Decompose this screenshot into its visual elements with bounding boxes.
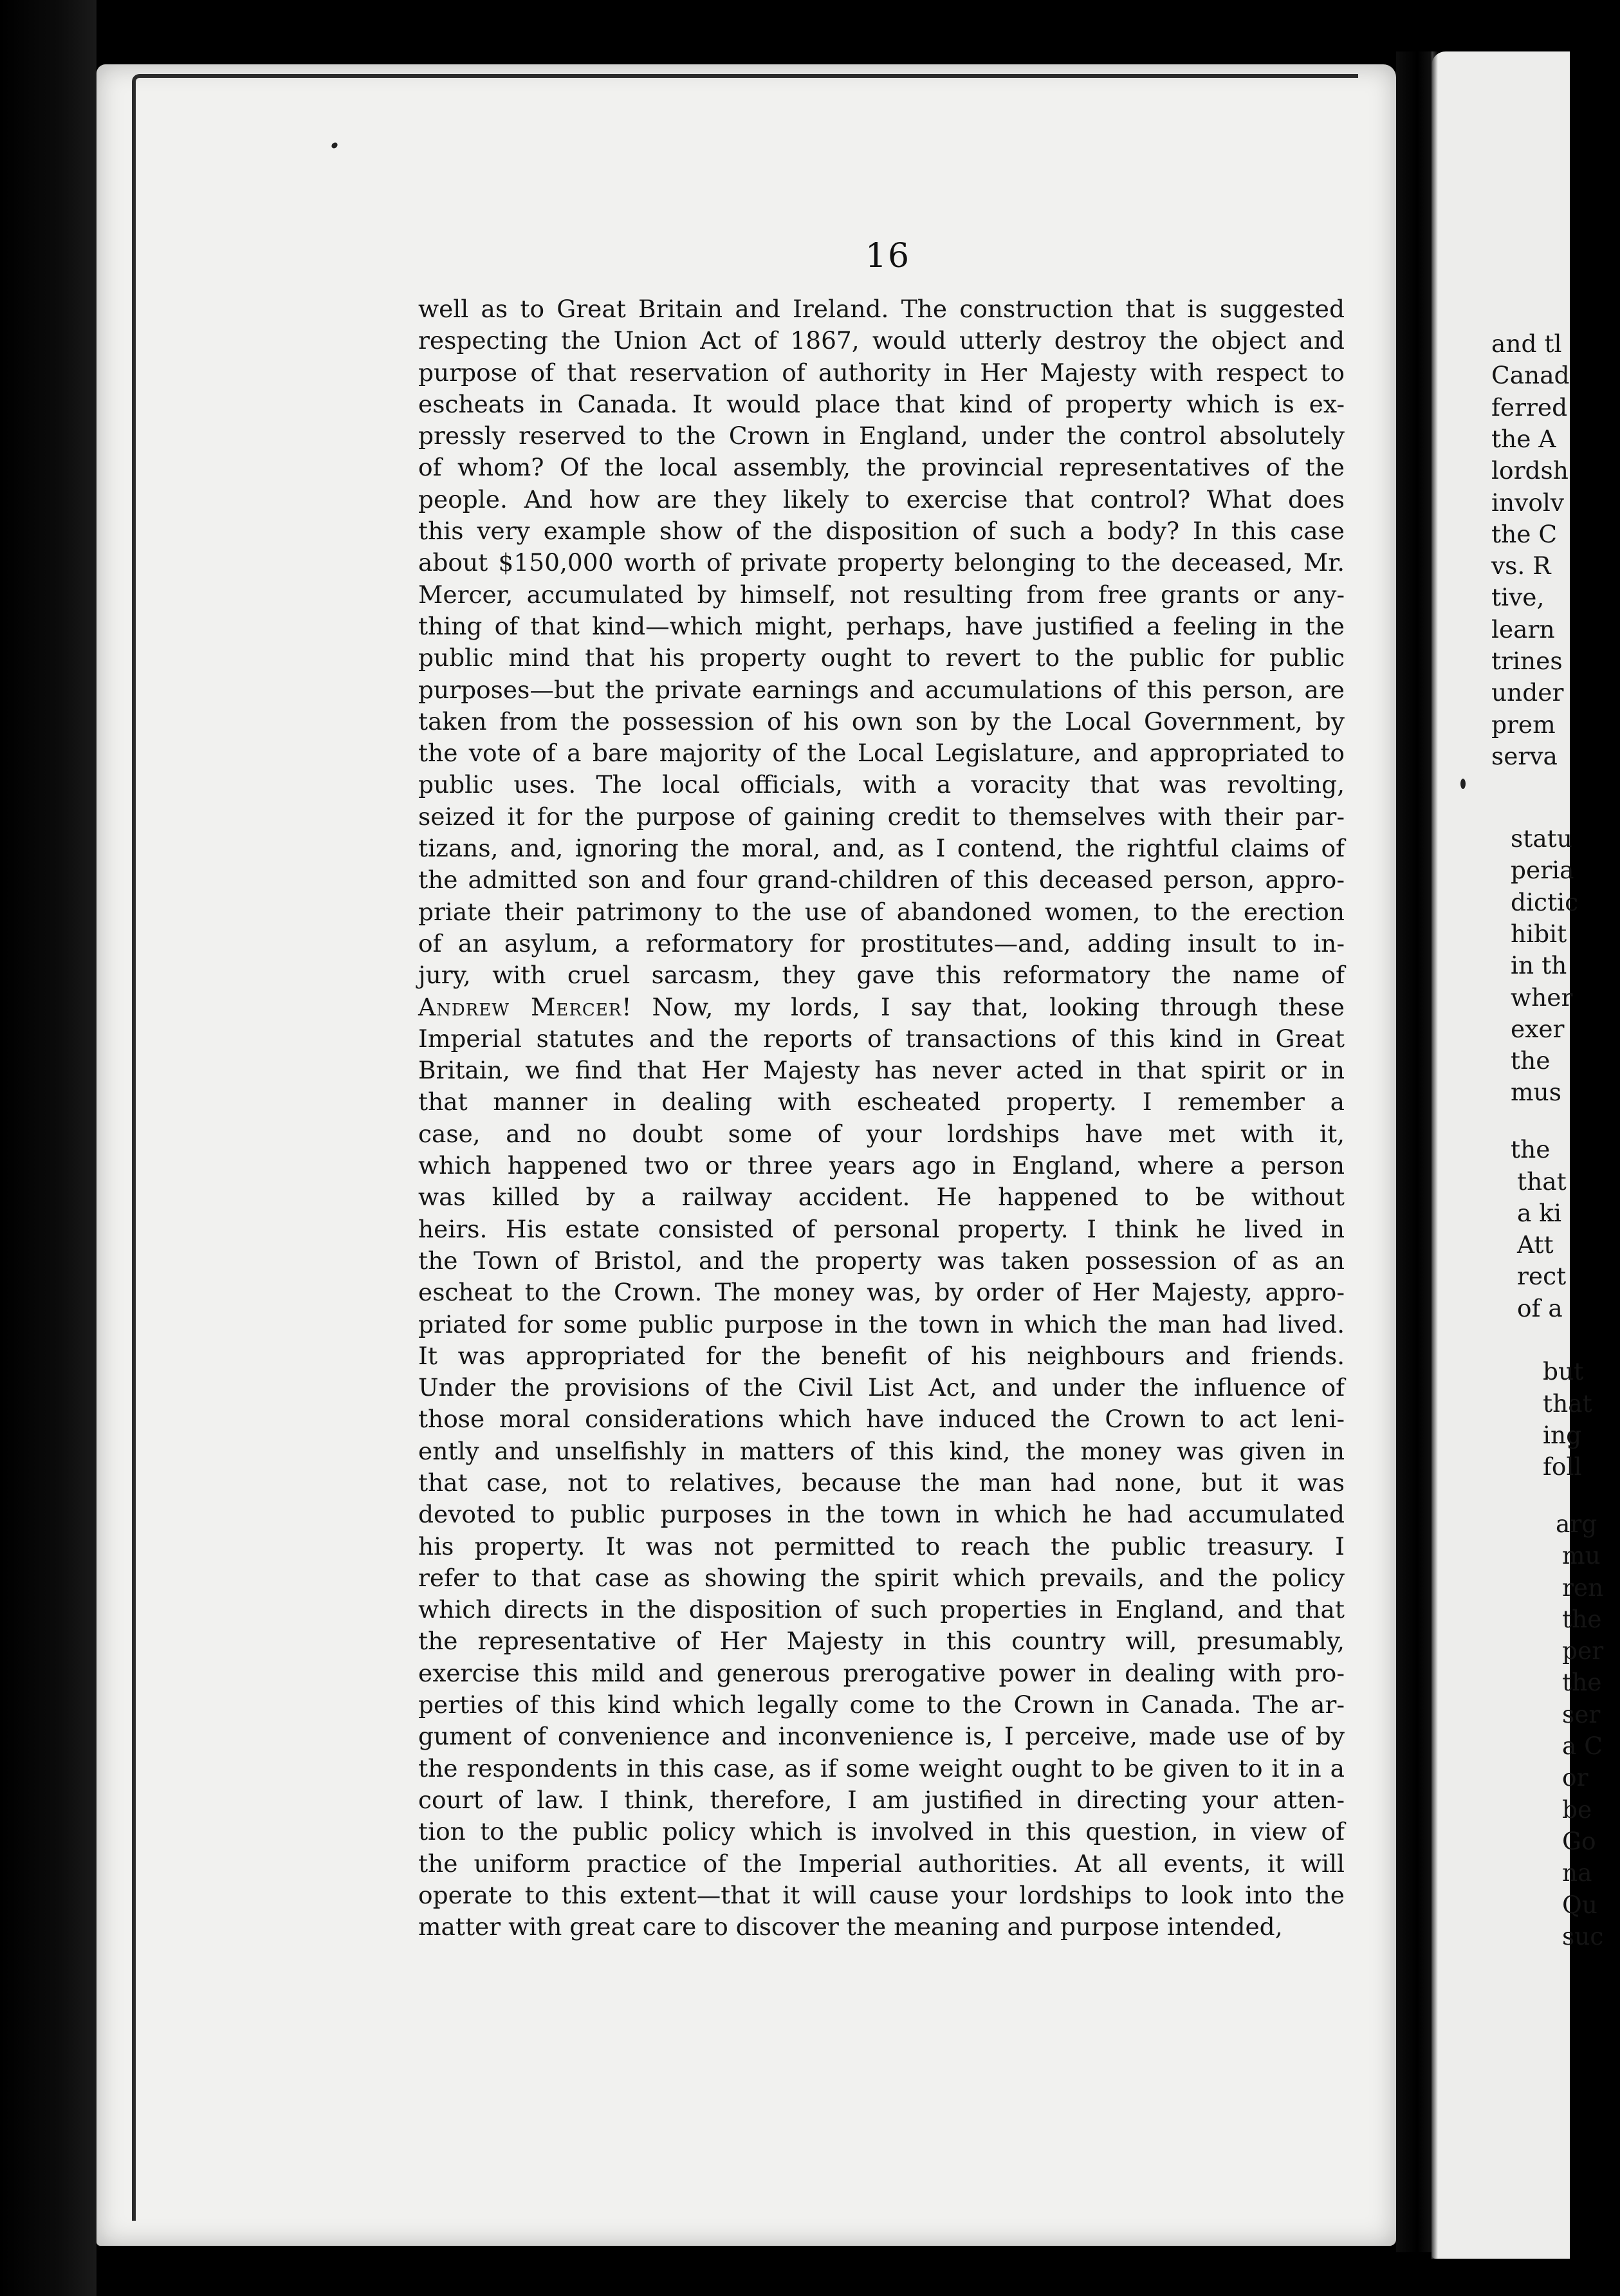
text-line: the uniform practice of the Imperial authorities. At all events, it will	[418, 1849, 1345, 1878]
text-line: court of law. I think, therefore, I am justified in directing your atten-	[418, 1785, 1345, 1814]
text-line: which happened two or three years ago in England, where a person	[418, 1151, 1345, 1180]
adjacent-text-fragment: wher	[1511, 983, 1573, 1012]
adjacent-text-fragment: or	[1562, 1763, 1588, 1792]
text-line: Britain, we find that Her Majesty has never acted in that spirit or in	[418, 1056, 1345, 1085]
text-line: this very example show of the disposition of such a body? In this case	[418, 517, 1345, 546]
text-line: pressly reserved to the Crown in England, under the control absolutely	[418, 421, 1345, 450]
text-line: respecting the Union Act of 1867, would utterly destroy the object and	[418, 326, 1345, 355]
adjacent-text-fragment: and tl	[1491, 329, 1562, 358]
text-line: was killed by a railway accident. He happened to be without	[418, 1183, 1345, 1212]
adjacent-text-fragment: a ki	[1517, 1198, 1561, 1227]
text-line: the Town of Bristol, and the property was taken possession of as an	[418, 1246, 1345, 1275]
text-line: perties of this kind which legally come to the Crown in Canada. The ar-	[418, 1690, 1345, 1719]
text-line: taken from the possession of his own son by the Local Government, by	[418, 707, 1345, 736]
text-line: escheats in Canada. It would place that kind of property which is ex-	[418, 389, 1345, 418]
text-line: those moral considerations which have induced the Crown to act leni-	[418, 1405, 1345, 1434]
text-line: Imperial statutes and the reports of transactions of this kind in Great	[418, 1024, 1345, 1053]
adjacent-text-fragment: mu	[1562, 1541, 1601, 1570]
adjacent-text-fragment: that	[1543, 1389, 1592, 1418]
text-line: well as to Great Britain and Ireland. The construction that is suggested	[418, 295, 1345, 323]
text-line: people. And how are they likely to exercise that control? What does	[418, 485, 1345, 514]
adjacent-text-fragment: arg	[1556, 1509, 1597, 1538]
text-line: It was appropriated for the benefit of his neighbours and friends.	[418, 1341, 1345, 1370]
text-line: public mind that his property ought to revert to the public for public	[418, 643, 1345, 672]
adjacent-text-fragment: per	[1562, 1636, 1604, 1665]
text-line: escheat to the Crown. The money was, by order of Her Majesty, appro-	[418, 1278, 1345, 1307]
text-line: which directs in the disposition of such properties in England, and that	[418, 1595, 1345, 1624]
text-line: his property. It was not permitted to reach the public treasury. I	[418, 1532, 1345, 1560]
adjacent-text-fragment: the	[1511, 1135, 1551, 1164]
page-number: 16	[865, 237, 911, 275]
adjacent-text-fragment: vs. R	[1491, 551, 1551, 580]
text-line: that manner in dealing with escheated property. I remember a	[418, 1088, 1345, 1116]
adjacent-text-fragment: ren	[1562, 1573, 1604, 1602]
adjacent-text-fragment: the C	[1491, 519, 1558, 548]
adjacent-text-fragment: na	[1562, 1858, 1592, 1887]
adjacent-text-fragment: Go	[1562, 1826, 1596, 1855]
small-caps-name: Andrew Mercer	[418, 992, 622, 1021]
text-line: Mercer, accumulated by himself, not resulting from free grants or any-	[418, 580, 1345, 609]
adjacent-text-fragment: under	[1491, 678, 1564, 707]
text-line: priated for some public purpose in the town in which the man had lived.	[418, 1310, 1345, 1338]
text-line: heirs. His estate consisted of personal property. I think he lived in	[418, 1214, 1345, 1243]
text-line: the admitted son and four grand-children of this deceased person, appro-	[418, 866, 1345, 894]
text-line: the vote of a bare majority of the Local Legislature, and appropriated to	[418, 739, 1345, 768]
adjacent-text-fragment: learn	[1491, 615, 1555, 643]
text-line: that case, not to relatives, because the man had none, but it was	[418, 1468, 1345, 1497]
adjacent-text-fragment: exer	[1511, 1014, 1565, 1043]
adjacent-text-fragment: suc	[1562, 1921, 1604, 1950]
adjacent-text-fragment: the	[1511, 1046, 1551, 1075]
text-line: Andrew Mercer! Now, my lords, I say that, looking through these	[418, 992, 1345, 1021]
text-line: priate their patrimony to the use of abandoned women, to the erection	[418, 897, 1345, 926]
adjacent-text-fragment: the	[1562, 1668, 1602, 1697]
adjacent-text-fragment: of a	[1517, 1293, 1563, 1322]
adjacent-text-fragment: peria	[1511, 856, 1574, 885]
text-line: gument of convenience and inconvenience is, I perceive, made use of by	[418, 1722, 1345, 1751]
adjacent-text-fragment: that	[1517, 1167, 1567, 1196]
text-line: operate to this extent—that it will cause your lordships to look into the	[418, 1880, 1345, 1909]
adjacent-text-fragment: in th	[1511, 951, 1567, 980]
text-line: public uses. The local officials, with a voracity that was revolting,	[418, 770, 1345, 799]
adjacent-text-fragment: dictic	[1511, 887, 1579, 916]
adjacent-text-fragment: ser	[1562, 1699, 1601, 1728]
adjacent-text-fragment: trines	[1491, 647, 1563, 675]
text-line: matter with great care to discover the meaning and purpose intended,	[418, 1912, 1283, 1941]
text-line: exercise this mild and generous prerogative power in dealing with pro-	[418, 1658, 1345, 1687]
text-line: of an asylum, a reformatory for prostitutes—and, adding insult to in-	[418, 929, 1345, 958]
adjacent-text-fragment: ferred	[1491, 393, 1568, 421]
text-line: purpose of that reservation of authority in Her Majesty with respect to	[418, 358, 1345, 387]
adjacent-text-fragment: prem	[1491, 710, 1556, 739]
adjacent-text-fragment: mus	[1511, 1078, 1561, 1107]
adjacent-text-fragment: foll	[1543, 1452, 1582, 1481]
adjacent-text-fragment: statu	[1511, 824, 1572, 853]
adjacent-text-fragment: rect	[1517, 1262, 1567, 1291]
adjacent-text-fragment: a C	[1562, 1732, 1603, 1761]
adjacent-text-fragment: be	[1562, 1795, 1592, 1824]
adjacent-text-fragment: ing	[1543, 1420, 1582, 1449]
text-line: about $150,000 worth of private property belonging to the deceased, Mr.	[418, 548, 1345, 577]
adjacent-text-fragment: but	[1543, 1357, 1584, 1386]
text-line: the representative of Her Majesty in this country will, presumably,	[418, 1627, 1345, 1656]
adjacent-text-fragment: Att	[1517, 1230, 1554, 1259]
adjacent-text-fragment: Canad	[1491, 361, 1570, 390]
text-line: seized it for the purpose of gaining credit to themselves with their par-	[418, 802, 1345, 831]
text-line: of whom? Of the local assembly, the provincial representatives of the	[418, 453, 1345, 482]
page-gutter	[1396, 51, 1431, 2252]
text-line: devoted to public purposes in the town in which he had accumulated	[418, 1500, 1345, 1529]
scan-speck	[1460, 779, 1466, 789]
text-line: case, and no doubt some of your lordships have met with it,	[418, 1119, 1345, 1148]
adjacent-text-fragment: the	[1562, 1604, 1602, 1633]
text-line: refer to that case as showing the spirit which prevails, and the policy	[418, 1563, 1345, 1592]
text-line: Under the provisions of the Civil List Act, and under the influence of	[418, 1373, 1345, 1402]
adjacent-text-fragment: the A	[1491, 424, 1556, 453]
text-line: thing of that kind—which might, perhaps, have justified a feeling in the	[418, 611, 1345, 640]
text-line: ently and unselfishly in matters of this kind, the money was given in	[418, 1436, 1345, 1465]
adjacent-text-fragment: tive,	[1491, 583, 1545, 612]
text-line: tizans, and, ignoring the moral, and, as I contend, the rightful claims of	[418, 834, 1345, 863]
text-line: tion to the public policy which is involved in this question, in view of	[418, 1817, 1345, 1846]
adjacent-text-fragment: hibit	[1511, 919, 1567, 948]
scan-left-margin	[0, 0, 97, 2296]
adjacent-text-fragment: involv	[1491, 488, 1565, 517]
adjacent-text-fragment: serva	[1491, 741, 1558, 770]
body-text	[418, 293, 1345, 1943]
adjacent-text-fragment: Qu	[1562, 1890, 1597, 1919]
text-line: the respondents in this case, as if some weight ought to be given to it in a	[418, 1754, 1345, 1782]
adjacent-text-fragment: lordsh	[1491, 456, 1569, 485]
text-line: purposes—but the private earnings and accumulations of this person, are	[418, 675, 1345, 704]
text-line: jury, with cruel sarcasm, they gave this reformatory the name of	[418, 961, 1345, 990]
